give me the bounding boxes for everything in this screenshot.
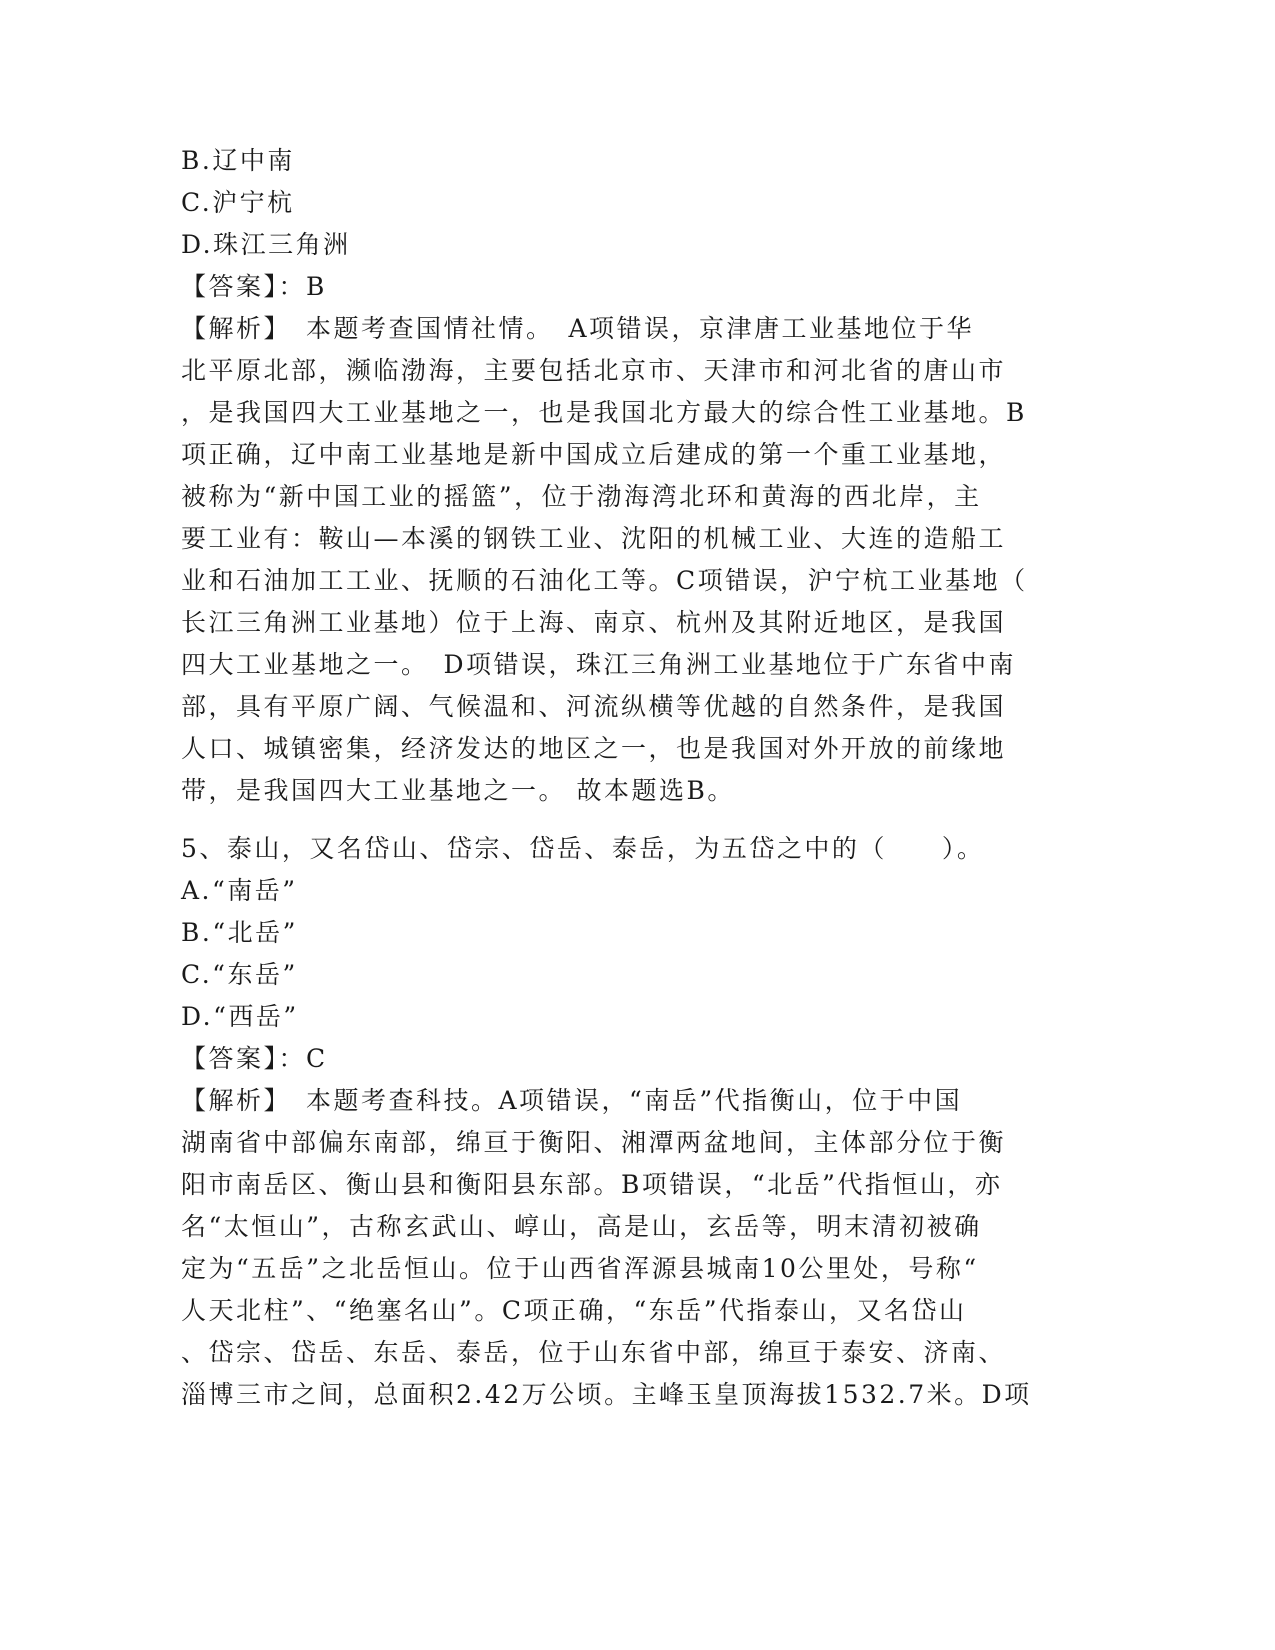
analysis-line: 、岱宗、岱岳、东岳、泰岳，位于山东省中部，绵亘于泰安、济南、	[181, 1338, 1007, 1367]
option-d: D.珠江三角洲	[181, 230, 351, 259]
analysis-line: 带，是我国四大工业基地之一。 故本题选B。	[181, 776, 735, 805]
analysis-line: 人天北柱”、“绝塞名山”。C项正确，“东岳”代指泰山，又名岱山	[181, 1296, 967, 1325]
analysis-line: 部，具有平原广阔、气候温和、河流纵横等优越的自然条件，是我国	[181, 692, 1007, 721]
analysis-line: 被称为“新中国工业的摇篮”，位于渤海湾北环和黄海的西北岸，主	[181, 482, 982, 511]
analysis-paragraph	[181, 308, 1041, 812]
option-c: C.“东岳”	[181, 960, 298, 989]
question-4-options	[181, 140, 1041, 266]
analysis-line: 业和石油加工工业、抚顺的石油化工等。C项错误，沪宁杭工业基地（	[181, 566, 1028, 595]
analysis-line: 四大工业基地之一。 D项错误，珠江三角洲工业基地位于广东省中南	[181, 650, 1017, 679]
option-b: B.辽中南	[181, 146, 295, 175]
analysis-line: 长江三角洲工业基地）位于上海、南京、杭州及其附近地区，是我国	[181, 608, 1007, 637]
question-5-options	[181, 870, 1041, 1038]
question-gap	[181, 812, 1041, 828]
analysis-line: 北平原北部，濒临渤海，主要包括北京市、天津市和河北省的唐山市	[181, 356, 1007, 385]
analysis-line: 名“太恒山”，古称玄武山、崞山，高是山，玄岳等，明末清初被确	[181, 1212, 982, 1241]
analysis-line: 定为“五岳”之北岳恒山。位于山西省浑源县城南10公里处，号称“	[181, 1254, 979, 1283]
analysis-line: ，是我国四大工业基地之一，也是我国北方最大的综合性工业基地。B	[181, 398, 1027, 427]
option-a: A.“南岳”	[181, 876, 298, 905]
question-5-text: 5、泰山，又名岱山、岱宗、岱岳、泰岳，为五岱之中的（ ）。	[181, 834, 985, 863]
analysis-paragraph	[181, 1080, 1041, 1416]
analysis-line: 【解析】 本题考查科技。A项错误，“南岳”代指衡山，位于中国	[181, 1086, 963, 1115]
document-page	[181, 140, 1041, 1416]
analysis-line: 要工业有：鞍山—本溪的钢铁工业、沈阳的机械工业、大连的造船工	[181, 524, 1007, 553]
option-d: D.“西岳”	[181, 1002, 299, 1031]
option-c: C.沪宁杭	[181, 188, 295, 217]
answer-line: 【答案】：B	[181, 272, 327, 301]
analysis-line: 项正确，辽中南工业基地是新中国成立后建成的第一个重工业基地，	[181, 440, 1007, 469]
analysis-line: 淄博三市之间，总面积2.42万公顷。主峰玉皇顶海拔1532.7米。D项	[181, 1380, 1032, 1409]
analysis-line: 阳市南岳区、衡山县和衡阳县东部。B项错误，“北岳”代指恒山，亦	[181, 1170, 1003, 1199]
analysis-line: 【解析】 本题考查国情社情。 A项错误，京津唐工业基地位于华	[181, 314, 975, 343]
option-b: B.“北岳”	[181, 918, 298, 947]
analysis-line: 湖南省中部偏东南部，绵亘于衡阳、湘潭两盆地间，主体部分位于衡	[181, 1128, 1007, 1157]
analysis-line: 人口、城镇密集，经济发达的地区之一，也是我国对外开放的前缘地	[181, 734, 1007, 763]
answer-line: 【答案】：C	[181, 1044, 328, 1073]
